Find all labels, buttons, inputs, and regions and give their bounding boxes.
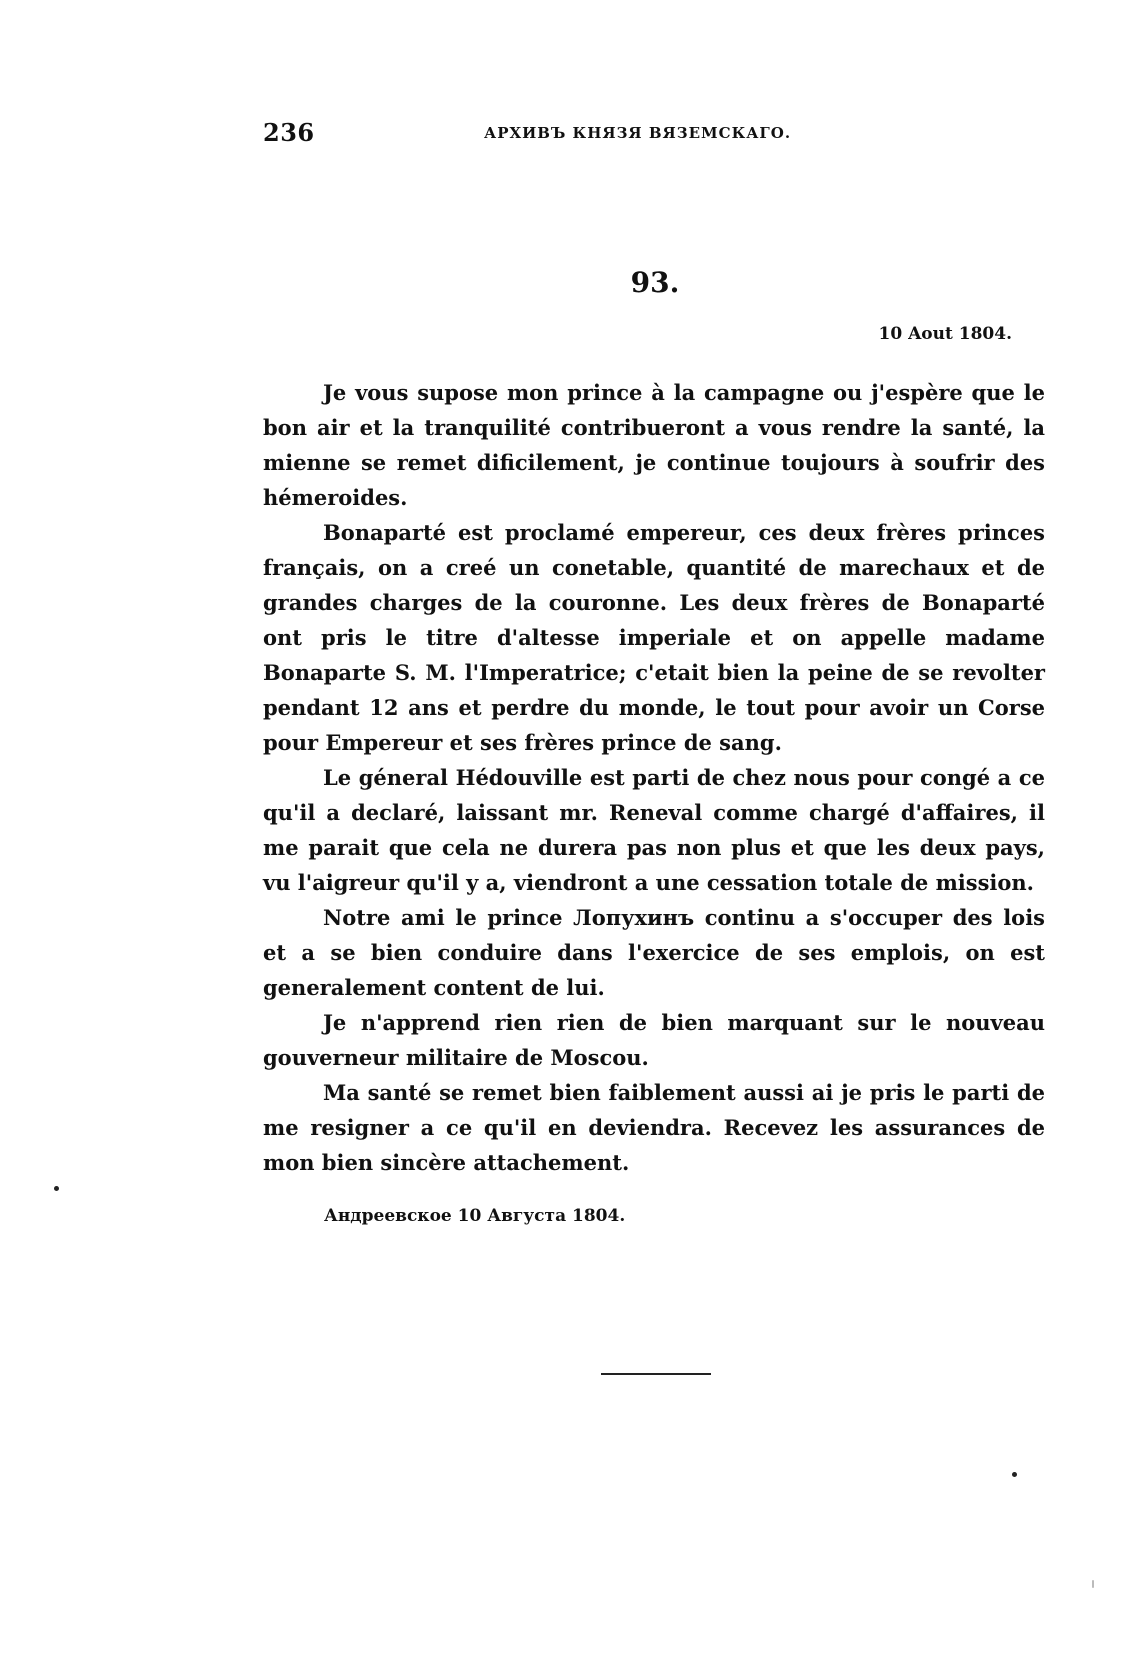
letter-date: 10 Aout 1804. bbox=[878, 324, 1012, 344]
letter-number: 93. bbox=[630, 266, 680, 299]
paragraph-4: Notre ami le prince Лопухинъ continu a s'occuper des lois et a se bien conduire dans l'exercice de ses emplois, on est generalement content de lui. bbox=[263, 905, 1045, 1000]
letter-body bbox=[263, 375, 1045, 1180]
scan-speck bbox=[54, 1186, 59, 1191]
running-title: АРХИВЪ КНЯЗЯ ВЯЗЕМСКАГО. bbox=[484, 124, 792, 142]
scan-speck bbox=[1092, 1580, 1094, 1588]
paragraph-2: Bonaparté est proclamé empereur, ces deux frères princes français, on a creé un conetable, quantité de marechaux et de grandes charges de la couronne. Les deux frères de Bonaparté ont pris le titre d'altesse imperiale et on appelle madame Bonaparte S. M. l'Imperatrice; c'etait bien la peine de se revolter pendant 12 ans et perdre du monde, le tout pour avoir un Corse pour Empereur et ses frères prince de sang. bbox=[263, 520, 1045, 755]
scan-speck bbox=[1012, 1472, 1017, 1477]
paragraph-1: Je vous supose mon prince à la campagne ou j'espère que le bon air et la tranquilité contribueront a vous rendre la santé, la mienne se remet dificilement, je continue toujours à soufrir des hémeroides. bbox=[263, 380, 1045, 510]
place-and-date: Андреевское 10 Августа 1804. bbox=[324, 1206, 626, 1226]
end-rule bbox=[601, 1373, 711, 1375]
paragraph-3: Le géneral Hédouville est parti de chez nous pour congé a ce qu'il a declaré, laissant mr. Reneval comme chargé d'affaires, il me parait que cela ne durera pas non plus et que les deux pays, vu l'aigreur qu'il y a, viendront a une cessation totale de mission. bbox=[263, 765, 1045, 895]
page-number: 236 bbox=[263, 118, 315, 147]
paragraph-6: Ma santé se remet bien faiblement aussi ai je pris le parti de me resigner a ce qu'il en deviendra. Recevez les assurances de mon bien sincère attachement. bbox=[263, 1080, 1045, 1175]
paragraph-5: Je n'apprend rien rien de bien marquant sur le nouveau gouverneur militaire de Moscou. bbox=[263, 1010, 1045, 1070]
